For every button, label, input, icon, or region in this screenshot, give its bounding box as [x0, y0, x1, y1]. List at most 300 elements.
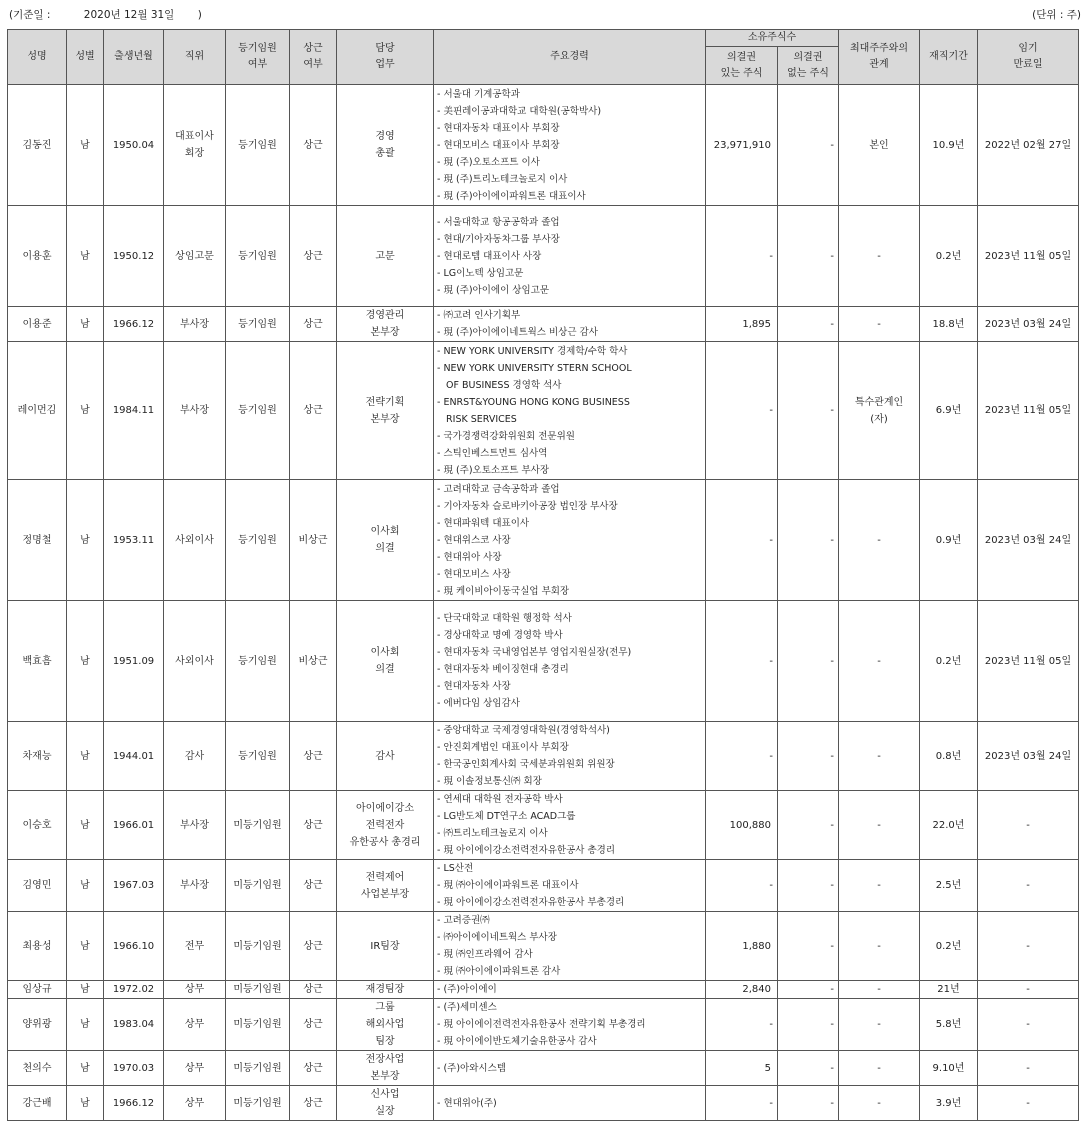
cell-gender: 남 — [67, 1051, 104, 1086]
cell-name: 백효흠 — [8, 601, 67, 722]
cell-gender: 남 — [67, 480, 104, 601]
cell-career-line: - 연세대 대학원 전자공학 박사 — [437, 794, 563, 805]
cell-position-line: 상무 — [184, 1019, 205, 1030]
table-row — [8, 307, 1079, 342]
cell-birth: 1951.09 — [104, 601, 164, 722]
cell-fulltime: 상근 — [290, 981, 337, 999]
cell-birth: 1953.11 — [104, 480, 164, 601]
cell-voting: 1,880 — [706, 912, 778, 981]
cell-registered: 등기임원 — [226, 480, 290, 601]
cell-duty-line: 전장사업 — [365, 1054, 405, 1065]
cell-career-line: - LG이노텍 상임고문 — [437, 267, 524, 279]
cell-career-line: - 現 (주)아이에이파워트론 대표이사 — [437, 190, 586, 202]
cell-career-line: - 現 (주)트리노테크놀로지 이사 — [437, 173, 568, 185]
cell-name: 이용준 — [8, 307, 67, 342]
cell-tenure: 0.9년 — [920, 480, 978, 601]
col-tenure: 재직기간 — [920, 30, 978, 85]
cell-term-end: - — [978, 912, 1079, 981]
cell-career — [434, 1051, 706, 1086]
cell-tenure: 0.2년 — [920, 206, 978, 307]
cell-career-line: - 現 ㈜아이에이파워트론 대표이사 — [437, 880, 579, 891]
cell-duty — [337, 342, 434, 480]
cell-duty — [337, 912, 434, 981]
cell-registered: 등기임원 — [226, 722, 290, 791]
cell-career-line: - 現 (주)오토소프트 이사 — [437, 156, 540, 168]
col-term-end: 임기 만료일 — [978, 30, 1079, 85]
cell-nonvoting: - — [778, 206, 839, 307]
cell-duty-line: 이사회 — [370, 647, 400, 658]
cell-gender: 남 — [67, 722, 104, 791]
cell-tenure: 0.2년 — [920, 912, 978, 981]
cell-position-line: 회장 — [184, 148, 205, 159]
table-row — [8, 480, 1079, 601]
cell-career-line: OF BUSINESS 경영학 석사 — [437, 379, 562, 391]
cell-duty — [337, 480, 434, 601]
cell-career-line: - 현대자동차 베이징현대 총경리 — [437, 664, 569, 675]
cell-term-end: - — [978, 999, 1079, 1051]
table-row — [8, 999, 1079, 1051]
cell-voting: 1,895 — [706, 307, 778, 342]
cell-position-line: 부사장 — [180, 318, 209, 330]
cell-position-line: 상무 — [184, 1062, 205, 1074]
cell-career — [434, 860, 706, 912]
cell-career-line: - 경상대학교 명예 경영학 박사 — [437, 630, 563, 641]
cell-relation-line: - — [877, 1019, 881, 1030]
cell-voting: - — [706, 601, 778, 722]
cell-tenure: 10.9년 — [920, 85, 978, 206]
cell-career — [434, 912, 706, 981]
cell-position-line: 상무 — [184, 1097, 205, 1109]
cell-gender: 남 — [67, 791, 104, 860]
col-career: 주요경력 — [434, 30, 706, 85]
cell-career-line: - 현대모비스 대표이사 부회장 — [437, 139, 560, 151]
cell-position — [164, 1051, 226, 1086]
cell-tenure: 18.8년 — [920, 307, 978, 342]
cell-career-line: - 현대자동차 국내영업본부 영업지원실장(전무) — [437, 647, 632, 658]
cell-birth: 1983.04 — [104, 999, 164, 1051]
cell-career-line: - 現 (주)오토소프트 부사장 — [437, 464, 549, 476]
cell-relation-line: - — [877, 1062, 881, 1074]
cell-career-line: - (주)아이에이 — [437, 984, 497, 995]
cell-duty-line: 유한공사 총경리 — [349, 836, 421, 848]
cell-position — [164, 860, 226, 912]
cell-career — [434, 722, 706, 791]
cell-career-line: - 現 케이비아이동국실업 부회장 — [437, 585, 570, 597]
cell-career-line: - 現 ㈜아이에이파워트론 감사 — [437, 966, 561, 977]
cell-career — [434, 342, 706, 480]
table-row — [8, 206, 1079, 307]
cell-birth: 1950.12 — [104, 206, 164, 307]
cell-relation — [839, 206, 920, 307]
cell-birth: 1966.01 — [104, 791, 164, 860]
cell-position — [164, 480, 226, 601]
cell-duty — [337, 601, 434, 722]
cell-career-line: - 고려대학교 금속공학과 졸업 — [437, 483, 560, 495]
cell-relation — [839, 791, 920, 860]
cell-voting: - — [706, 206, 778, 307]
cell-career-line: - 현대자동차 사장 — [437, 681, 511, 692]
cell-name: 차재능 — [8, 722, 67, 791]
cell-duty-line: 본부장 — [370, 327, 400, 338]
cell-relation-line: - — [877, 819, 881, 831]
cell-registered: 등기임원 — [226, 206, 290, 307]
cell-gender: 남 — [67, 601, 104, 722]
cell-birth: 1950.04 — [104, 85, 164, 206]
cell-career — [434, 601, 706, 722]
cell-relation-line: - — [877, 534, 881, 546]
cell-voting: - — [706, 480, 778, 601]
cell-career — [434, 791, 706, 860]
cell-duty — [337, 307, 434, 342]
cell-tenure: 2.5년 — [920, 860, 978, 912]
cell-career-line: - 現 (주)아이에이 상임고문 — [437, 284, 549, 296]
cell-duty-line: 본부장 — [370, 1071, 400, 1082]
cell-registered: 미등기임원 — [226, 791, 290, 860]
cell-duty-line: 사업본부장 — [360, 888, 410, 900]
cell-registered: 등기임원 — [226, 85, 290, 206]
cell-voting: 5 — [706, 1051, 778, 1086]
cell-career-line: - 現 아이에이전력전자유한공사 전략기획 부총경리 — [437, 1019, 646, 1030]
cell-duty — [337, 791, 434, 860]
base-date: (기준일 : 2020년 12월 31일 ) — [9, 9, 202, 21]
table-row — [8, 342, 1079, 480]
cell-career-line: - 現 아이에이강소전력전자유한공사 총경리 — [437, 845, 615, 856]
cell-career-line: - ㈜고려 인사기획부 — [437, 310, 521, 321]
cell-gender: 남 — [67, 981, 104, 999]
cell-career-line: - (주)아와시스템 — [437, 1062, 506, 1074]
cell-career — [434, 480, 706, 601]
cell-nonvoting: - — [778, 999, 839, 1051]
cell-term-end: 2023년 11월 05일 — [978, 601, 1079, 722]
cell-career — [434, 206, 706, 307]
cell-duty-line: 전력제어 — [365, 871, 405, 883]
cell-position — [164, 307, 226, 342]
table-row — [8, 981, 1079, 999]
cell-duty-line: 고문 — [375, 250, 395, 262]
cell-career — [434, 307, 706, 342]
cell-duty-line: 그룹 — [375, 1002, 395, 1013]
cell-nonvoting: - — [778, 480, 839, 601]
cell-relation-line: - — [877, 984, 881, 995]
cell-relation-line: 특수관계인 — [854, 396, 904, 408]
cell-name: 양위광 — [8, 999, 67, 1051]
cell-tenure: 3.9년 — [920, 1086, 978, 1121]
cell-relation — [839, 999, 920, 1051]
cell-birth: 1966.10 — [104, 912, 164, 981]
table-body — [8, 85, 1079, 1121]
cell-tenure: 21년 — [920, 981, 978, 999]
cell-position — [164, 601, 226, 722]
cell-gender: 남 — [67, 999, 104, 1051]
cell-career-line: - 現 ㈜인프라웨어 감사 — [437, 949, 533, 960]
cell-relation — [839, 912, 920, 981]
cell-duty — [337, 206, 434, 307]
cell-relation-line: - — [877, 318, 881, 330]
table-row — [8, 722, 1079, 791]
cell-birth: 1984.11 — [104, 342, 164, 480]
unit-label: (단위 : 주) — [1032, 9, 1081, 21]
cell-position-line: 부사장 — [180, 819, 209, 831]
col-position: 직위 — [164, 30, 226, 85]
cell-tenure: 0.8년 — [920, 722, 978, 791]
cell-name: 최용성 — [8, 912, 67, 981]
cell-relation-line: - — [877, 655, 881, 667]
cell-registered: 미등기임원 — [226, 1086, 290, 1121]
cell-duty-line: 의결 — [375, 543, 395, 554]
cell-duty-line: 팀장 — [375, 1036, 395, 1047]
cell-relation — [839, 342, 920, 480]
cell-relation — [839, 860, 920, 912]
cell-duty-line: 총괄 — [375, 148, 395, 159]
cell-gender: 남 — [67, 860, 104, 912]
cell-fulltime: 상근 — [290, 1086, 337, 1121]
cell-position — [164, 85, 226, 206]
table-row — [8, 860, 1079, 912]
cell-term-end: - — [978, 1051, 1079, 1086]
cell-relation — [839, 1051, 920, 1086]
cell-career-line: - 現 아이에이반도체기술유한공사 감사 — [437, 1036, 597, 1047]
cell-gender: 남 — [67, 912, 104, 981]
cell-career-line: - 現 (주)아이에이네트웍스 비상근 감사 — [437, 327, 598, 338]
cell-career-line: - LS산전 — [437, 863, 474, 874]
cell-nonvoting: - — [778, 1051, 839, 1086]
cell-relation-line: - — [877, 750, 881, 762]
col-fulltime: 상근 여부 — [290, 30, 337, 85]
cell-career-line: - 현대로템 대표이사 사장 — [437, 250, 542, 262]
cell-birth: 1972.02 — [104, 981, 164, 999]
col-voting: 의결권 있는 주식 — [706, 47, 778, 85]
cell-duty-line: 의결 — [375, 664, 395, 675]
report-header — [7, 0, 1085, 22]
cell-position-line: 사외이사 — [175, 655, 214, 667]
cell-fulltime: 상근 — [290, 342, 337, 480]
cell-fulltime: 상근 — [290, 1051, 337, 1086]
cell-position — [164, 791, 226, 860]
cell-gender: 남 — [67, 85, 104, 206]
cell-registered: 등기임원 — [226, 342, 290, 480]
col-shares-group: 소유주식수 — [706, 30, 839, 47]
cell-career — [434, 1086, 706, 1121]
cell-duty — [337, 999, 434, 1051]
cell-name: 이승호 — [8, 791, 67, 860]
cell-duty-line: 실장 — [375, 1106, 395, 1117]
cell-relation-line: - — [877, 880, 881, 891]
cell-gender: 남 — [67, 342, 104, 480]
cell-duty — [337, 722, 434, 791]
cell-career-line: - 現 아이에이강소전력전자유한공사 부총경리 — [437, 897, 625, 908]
cell-term-end: - — [978, 791, 1079, 860]
cell-relation — [839, 601, 920, 722]
table-row — [8, 912, 1079, 981]
cell-nonvoting: - — [778, 722, 839, 791]
cell-fulltime: 상근 — [290, 206, 337, 307]
cell-registered: 미등기임원 — [226, 912, 290, 981]
cell-tenure: 22.0년 — [920, 791, 978, 860]
cell-voting: - — [706, 860, 778, 912]
cell-nonvoting: - — [778, 981, 839, 999]
col-birth: 출생년월 — [104, 30, 164, 85]
cell-career-line: - 에버다임 상임감사 — [437, 698, 520, 709]
cell-relation — [839, 981, 920, 999]
cell-relation-line: - — [877, 940, 881, 952]
cell-registered: 미등기임원 — [226, 999, 290, 1051]
cell-birth: 1967.03 — [104, 860, 164, 912]
cell-position — [164, 342, 226, 480]
cell-relation — [839, 85, 920, 206]
cell-career-line: - 現 이솔정보통신㈜ 회장 — [437, 776, 542, 787]
cell-career-line: - 현대위아(주) — [437, 1097, 497, 1109]
cell-birth: 1966.12 — [104, 1086, 164, 1121]
table-row — [8, 85, 1079, 206]
cell-term-end: 2022년 02월 27일 — [978, 85, 1079, 206]
cell-fulltime: 비상근 — [290, 601, 337, 722]
cell-position-line: 상무 — [184, 984, 205, 995]
cell-name: 김동진 — [8, 85, 67, 206]
cell-duty-line: 재경팀장 — [365, 984, 405, 995]
cell-career-line: - NEW YORK UNIVERSITY STERN SCHOOL — [437, 362, 632, 374]
cell-career-line: - ㈜아이에이네트웍스 부사장 — [437, 932, 557, 943]
cell-career — [434, 999, 706, 1051]
col-gender: 성별 — [67, 30, 104, 85]
cell-position-line: 감사 — [184, 750, 205, 762]
cell-career-line: - 한국공인회계사회 국세분과위원회 위원장 — [437, 759, 615, 770]
cell-fulltime: 상근 — [290, 722, 337, 791]
cell-nonvoting: - — [778, 791, 839, 860]
table-header — [8, 30, 1079, 85]
cell-birth: 1944.01 — [104, 722, 164, 791]
cell-term-end: 2023년 03월 24일 — [978, 722, 1079, 791]
cell-gender: 남 — [67, 206, 104, 307]
cell-position-line: 대표이사 — [175, 131, 214, 142]
cell-career-line: - (주)세미센스 — [437, 1002, 497, 1013]
cell-career-line: - 고려증권㈜ — [437, 915, 490, 926]
cell-term-end: 2023년 03월 24일 — [978, 307, 1079, 342]
cell-duty — [337, 860, 434, 912]
cell-career-line: - NEW YORK UNIVERSITY 경제학/수학 학사 — [437, 345, 628, 357]
cell-relation-line: - — [877, 1097, 881, 1109]
cell-relation-line: (자) — [870, 413, 888, 425]
cell-voting: 2,840 — [706, 981, 778, 999]
cell-duty — [337, 85, 434, 206]
cell-name: 천의수 — [8, 1051, 67, 1086]
cell-fulltime: 상근 — [290, 860, 337, 912]
cell-registered: 등기임원 — [226, 307, 290, 342]
cell-registered: 미등기임원 — [226, 860, 290, 912]
cell-tenure: 5.8년 — [920, 999, 978, 1051]
cell-duty-line: IR팀장 — [370, 940, 400, 952]
cell-birth: 1970.03 — [104, 1051, 164, 1086]
cell-name: 임상규 — [8, 981, 67, 999]
cell-career-line: - 현대모비스 사장 — [437, 568, 511, 580]
cell-duty-line: 경영관리 — [365, 310, 405, 321]
col-registered: 등기임원 여부 — [226, 30, 290, 85]
cell-registered: 미등기임원 — [226, 1051, 290, 1086]
cell-term-end: 2023년 03월 24일 — [978, 480, 1079, 601]
cell-voting: - — [706, 1086, 778, 1121]
cell-duty-line: 감사 — [375, 750, 395, 762]
table-row — [8, 601, 1079, 722]
cell-career-line: - 단국대학교 대학원 행정학 석사 — [437, 613, 572, 624]
cell-duty-line: 아이에이강소 — [356, 802, 414, 814]
cell-career-line: - 현대/기아자동차그룹 부사장 — [437, 233, 560, 245]
cell-term-end: - — [978, 1086, 1079, 1121]
cell-term-end: - — [978, 981, 1079, 999]
cell-name: 정명철 — [8, 480, 67, 601]
cell-relation — [839, 307, 920, 342]
cell-name: 레이먼김 — [8, 342, 67, 480]
cell-relation — [839, 722, 920, 791]
cell-voting: 100,880 — [706, 791, 778, 860]
cell-voting: 23,971,910 — [706, 85, 778, 206]
cell-name: 이용훈 — [8, 206, 67, 307]
cell-tenure: 9.10년 — [920, 1051, 978, 1086]
cell-career-line: - 현대위스코 사장 — [437, 534, 511, 546]
cell-nonvoting: - — [778, 307, 839, 342]
cell-gender: 남 — [67, 1086, 104, 1121]
cell-career-line: - ㈜트리노테크놀로지 이사 — [437, 828, 548, 839]
col-name: 성명 — [8, 30, 67, 85]
cell-name: 김영민 — [8, 860, 67, 912]
table-row — [8, 1086, 1079, 1121]
cell-duty-line: 경영 — [375, 131, 395, 142]
cell-duty — [337, 981, 434, 999]
cell-voting: - — [706, 722, 778, 791]
cell-career-line: - 서울대학교 항공공학과 졸업 — [437, 216, 560, 228]
cell-term-end: 2023년 11월 05일 — [978, 206, 1079, 307]
table-row — [8, 791, 1079, 860]
cell-nonvoting: - — [778, 601, 839, 722]
cell-duty-line: 이사회 — [370, 526, 400, 537]
cell-duty-line: 전략기획 — [365, 396, 405, 408]
cell-career-line: - 서울대 기계공학과 — [437, 88, 520, 100]
executive-table — [7, 29, 1079, 1121]
cell-fulltime: 상근 — [290, 912, 337, 981]
cell-position-line: 전무 — [184, 940, 205, 952]
cell-registered: 미등기임원 — [226, 981, 290, 999]
cell-career — [434, 981, 706, 999]
cell-fulltime: 비상근 — [290, 480, 337, 601]
cell-duty-line: 본부장 — [370, 413, 400, 425]
cell-birth: 1966.12 — [104, 307, 164, 342]
cell-fulltime: 상근 — [290, 791, 337, 860]
table-row — [8, 1051, 1079, 1086]
cell-term-end: 2023년 11월 05일 — [978, 342, 1079, 480]
cell-career-line: - 기아자동차 슬로바키아공장 법인장 부사장 — [437, 500, 618, 512]
cell-duty-line: 전력전자 — [365, 819, 405, 831]
col-relation: 최대주주와의 관계 — [839, 30, 920, 85]
cell-duty — [337, 1086, 434, 1121]
cell-career-line: - 안진회계법인 대표이사 부회장 — [437, 742, 569, 753]
cell-fulltime: 상근 — [290, 85, 337, 206]
cell-career-line: - LG반도체 DT연구소 ACAD그룹 — [437, 811, 576, 822]
cell-position — [164, 981, 226, 999]
cell-career-line: - 국가경쟁력강화위원회 전문위원 — [437, 430, 575, 442]
cell-position — [164, 206, 226, 307]
cell-voting: - — [706, 999, 778, 1051]
cell-position-line: 사외이사 — [175, 534, 214, 546]
cell-name: 강근배 — [8, 1086, 67, 1121]
cell-career-line: - 중앙대학교 국제경영대학원(경영학석사) — [437, 725, 610, 736]
cell-career-line: RISK SERVICES — [437, 413, 517, 425]
cell-position — [164, 722, 226, 791]
cell-position — [164, 912, 226, 981]
cell-nonvoting: - — [778, 342, 839, 480]
cell-career — [434, 85, 706, 206]
cell-career-line: - 현대자동차 대표이사 부회장 — [437, 122, 560, 134]
cell-position — [164, 999, 226, 1051]
cell-position-line: 부사장 — [180, 880, 209, 891]
cell-nonvoting: - — [778, 912, 839, 981]
